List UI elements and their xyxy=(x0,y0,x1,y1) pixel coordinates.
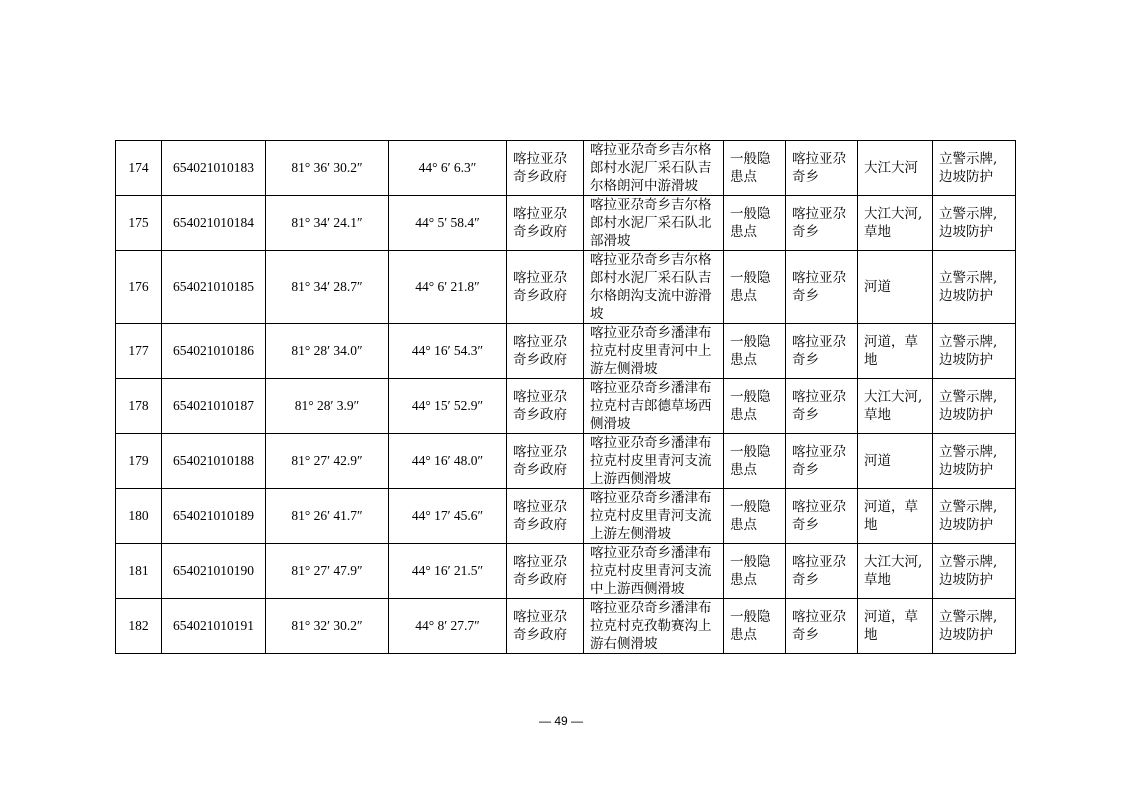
latitude-cell: 44° 15′ 52.9″ xyxy=(389,379,507,434)
township-cell: 喀拉亚尕奇乡 xyxy=(786,544,858,599)
longitude-cell: 81° 26′ 41.7″ xyxy=(266,489,389,544)
prevention-measure-cell: 立警示牌,边坡防护 xyxy=(933,544,1016,599)
row-number-cell: 179 xyxy=(116,434,162,489)
hazard-location-cell: 喀拉亚尕奇乡吉尔格郎村水泥厂采石队吉尔格朗河中游滑坡 xyxy=(584,141,724,196)
township-cell: 喀拉亚尕奇乡 xyxy=(786,141,858,196)
table-row xyxy=(116,251,1016,324)
responsible-unit-cell: 喀拉亚尕奇乡政府 xyxy=(507,251,584,324)
township-cell: 喀拉亚尕奇乡 xyxy=(786,324,858,379)
hazard-code-cell: 654021010191 xyxy=(162,599,266,654)
longitude-cell: 81° 34′ 28.7″ xyxy=(266,251,389,324)
row-number-cell: 178 xyxy=(116,379,162,434)
responsible-unit-cell: 喀拉亚尕奇乡政府 xyxy=(507,489,584,544)
hazard-code-cell: 654021010187 xyxy=(162,379,266,434)
table-row xyxy=(116,599,1016,654)
row-number-cell: 175 xyxy=(116,196,162,251)
table-row xyxy=(116,141,1016,196)
hazard-code-cell: 654021010185 xyxy=(162,251,266,324)
latitude-cell: 44° 8′ 27.7″ xyxy=(389,599,507,654)
table-row xyxy=(116,379,1016,434)
hazard-code-cell: 654021010186 xyxy=(162,324,266,379)
longitude-cell: 81° 32′ 30.2″ xyxy=(266,599,389,654)
row-number-cell: 180 xyxy=(116,489,162,544)
prevention-measure-cell: 立警示牌,边坡防护 xyxy=(933,489,1016,544)
page-number: — 49 — xyxy=(538,714,583,728)
responsible-unit-cell: 喀拉亚尕奇乡政府 xyxy=(507,599,584,654)
prevention-measure-cell: 立警示牌,边坡防护 xyxy=(933,379,1016,434)
row-number-cell: 182 xyxy=(116,599,162,654)
prevention-measure-cell: 立警示牌,边坡防护 xyxy=(933,599,1016,654)
township-cell: 喀拉亚尕奇乡 xyxy=(786,434,858,489)
hazard-code-cell: 654021010189 xyxy=(162,489,266,544)
threat-object-cell: 大江大河,草地 xyxy=(858,379,933,434)
hazard-location-cell: 喀拉亚尕奇乡吉尔格郎村水泥厂采石队吉尔格朗沟支流中游滑坡 xyxy=(584,251,724,324)
latitude-cell: 44° 6′ 21.8″ xyxy=(389,251,507,324)
threat-object-cell: 大江大河,草地 xyxy=(858,544,933,599)
row-number-cell: 181 xyxy=(116,544,162,599)
latitude-cell: 44° 16′ 48.0″ xyxy=(389,434,507,489)
township-cell: 喀拉亚尕奇乡 xyxy=(786,196,858,251)
hazard-grade-cell: 一般隐患点 xyxy=(724,251,786,324)
hazard-location-cell: 喀拉亚尕奇乡潘津布拉克村皮里青河中上游左侧滑坡 xyxy=(584,324,724,379)
longitude-cell: 81° 34′ 24.1″ xyxy=(266,196,389,251)
prevention-measure-cell: 立警示牌,边坡防护 xyxy=(933,196,1016,251)
prevention-measure-cell: 立警示牌,边坡防护 xyxy=(933,324,1016,379)
hazard-grade-cell: 一般隐患点 xyxy=(724,544,786,599)
threat-object-cell: 大江大河,草地 xyxy=(858,196,933,251)
threat-object-cell: 河道 xyxy=(858,251,933,324)
table-body xyxy=(116,141,1016,654)
threat-object-cell: 大江大河 xyxy=(858,141,933,196)
latitude-cell: 44° 16′ 21.5″ xyxy=(389,544,507,599)
longitude-cell: 81° 28′ 34.0″ xyxy=(266,324,389,379)
township-cell: 喀拉亚尕奇乡 xyxy=(786,251,858,324)
latitude-cell: 44° 16′ 54.3″ xyxy=(389,324,507,379)
table-row xyxy=(116,489,1016,544)
latitude-cell: 44° 6′ 6.3″ xyxy=(389,141,507,196)
latitude-cell: 44° 5′ 58.4″ xyxy=(389,196,507,251)
longitude-cell: 81° 27′ 42.9″ xyxy=(266,434,389,489)
responsible-unit-cell: 喀拉亚尕奇乡政府 xyxy=(507,379,584,434)
table-row xyxy=(116,324,1016,379)
responsible-unit-cell: 喀拉亚尕奇乡政府 xyxy=(507,324,584,379)
hazard-grade-cell: 一般隐患点 xyxy=(724,599,786,654)
table-row xyxy=(116,544,1016,599)
row-number-cell: 176 xyxy=(116,251,162,324)
hazard-grade-cell: 一般隐患点 xyxy=(724,434,786,489)
row-number-cell: 177 xyxy=(116,324,162,379)
longitude-cell: 81° 28′ 3.9″ xyxy=(266,379,389,434)
table-row xyxy=(116,196,1016,251)
hazard-code-cell: 654021010183 xyxy=(162,141,266,196)
table-row xyxy=(116,434,1016,489)
threat-object-cell: 河道，草地 xyxy=(858,599,933,654)
hazard-grade-cell: 一般隐患点 xyxy=(724,324,786,379)
hazard-code-cell: 654021010188 xyxy=(162,434,266,489)
hazard-location-cell: 喀拉亚尕奇乡吉尔格郎村水泥厂采石队北部滑坡 xyxy=(584,196,724,251)
hazard-location-cell: 喀拉亚尕奇乡潘津布拉克村吉郎德草场西侧滑坡 xyxy=(584,379,724,434)
row-number-cell: 174 xyxy=(116,141,162,196)
hazard-code-cell: 654021010190 xyxy=(162,544,266,599)
longitude-cell: 81° 36′ 30.2″ xyxy=(266,141,389,196)
prevention-measure-cell: 立警示牌,边坡防护 xyxy=(933,141,1016,196)
township-cell: 喀拉亚尕奇乡 xyxy=(786,599,858,654)
prevention-measure-cell: 立警示牌,边坡防护 xyxy=(933,251,1016,324)
longitude-cell: 81° 27′ 47.9″ xyxy=(266,544,389,599)
hazard-location-cell: 喀拉亚尕奇乡潘津布拉克村皮里青河支流上游左侧滑坡 xyxy=(584,489,724,544)
township-cell: 喀拉亚尕奇乡 xyxy=(786,379,858,434)
responsible-unit-cell: 喀拉亚尕奇乡政府 xyxy=(507,544,584,599)
hazard-grade-cell: 一般隐患点 xyxy=(724,379,786,434)
prevention-measure-cell: 立警示牌,边坡防护 xyxy=(933,434,1016,489)
responsible-unit-cell: 喀拉亚尕奇乡政府 xyxy=(507,434,584,489)
threat-object-cell: 河道，草地 xyxy=(858,489,933,544)
latitude-cell: 44° 17′ 45.6″ xyxy=(389,489,507,544)
hazard-location-cell: 喀拉亚尕奇乡潘津布拉克村皮里青河支流上游西侧滑坡 xyxy=(584,434,724,489)
hazard-code-cell: 654021010184 xyxy=(162,196,266,251)
hazard-grade-cell: 一般隐患点 xyxy=(724,196,786,251)
hazard-table xyxy=(115,140,1016,654)
hazard-grade-cell: 一般隐患点 xyxy=(724,141,786,196)
township-cell: 喀拉亚尕奇乡 xyxy=(786,489,858,544)
responsible-unit-cell: 喀拉亚尕奇乡政府 xyxy=(507,141,584,196)
hazard-location-cell: 喀拉亚尕奇乡潘津布拉克村皮里青河支流中上游西侧滑坡 xyxy=(584,544,724,599)
hazard-grade-cell: 一般隐患点 xyxy=(724,489,786,544)
threat-object-cell: 河道，草地 xyxy=(858,324,933,379)
responsible-unit-cell: 喀拉亚尕奇乡政府 xyxy=(507,196,584,251)
threat-object-cell: 河道 xyxy=(858,434,933,489)
hazard-location-cell: 喀拉亚尕奇乡潘津布拉克村克孜勒赛沟上游右侧滑坡 xyxy=(584,599,724,654)
